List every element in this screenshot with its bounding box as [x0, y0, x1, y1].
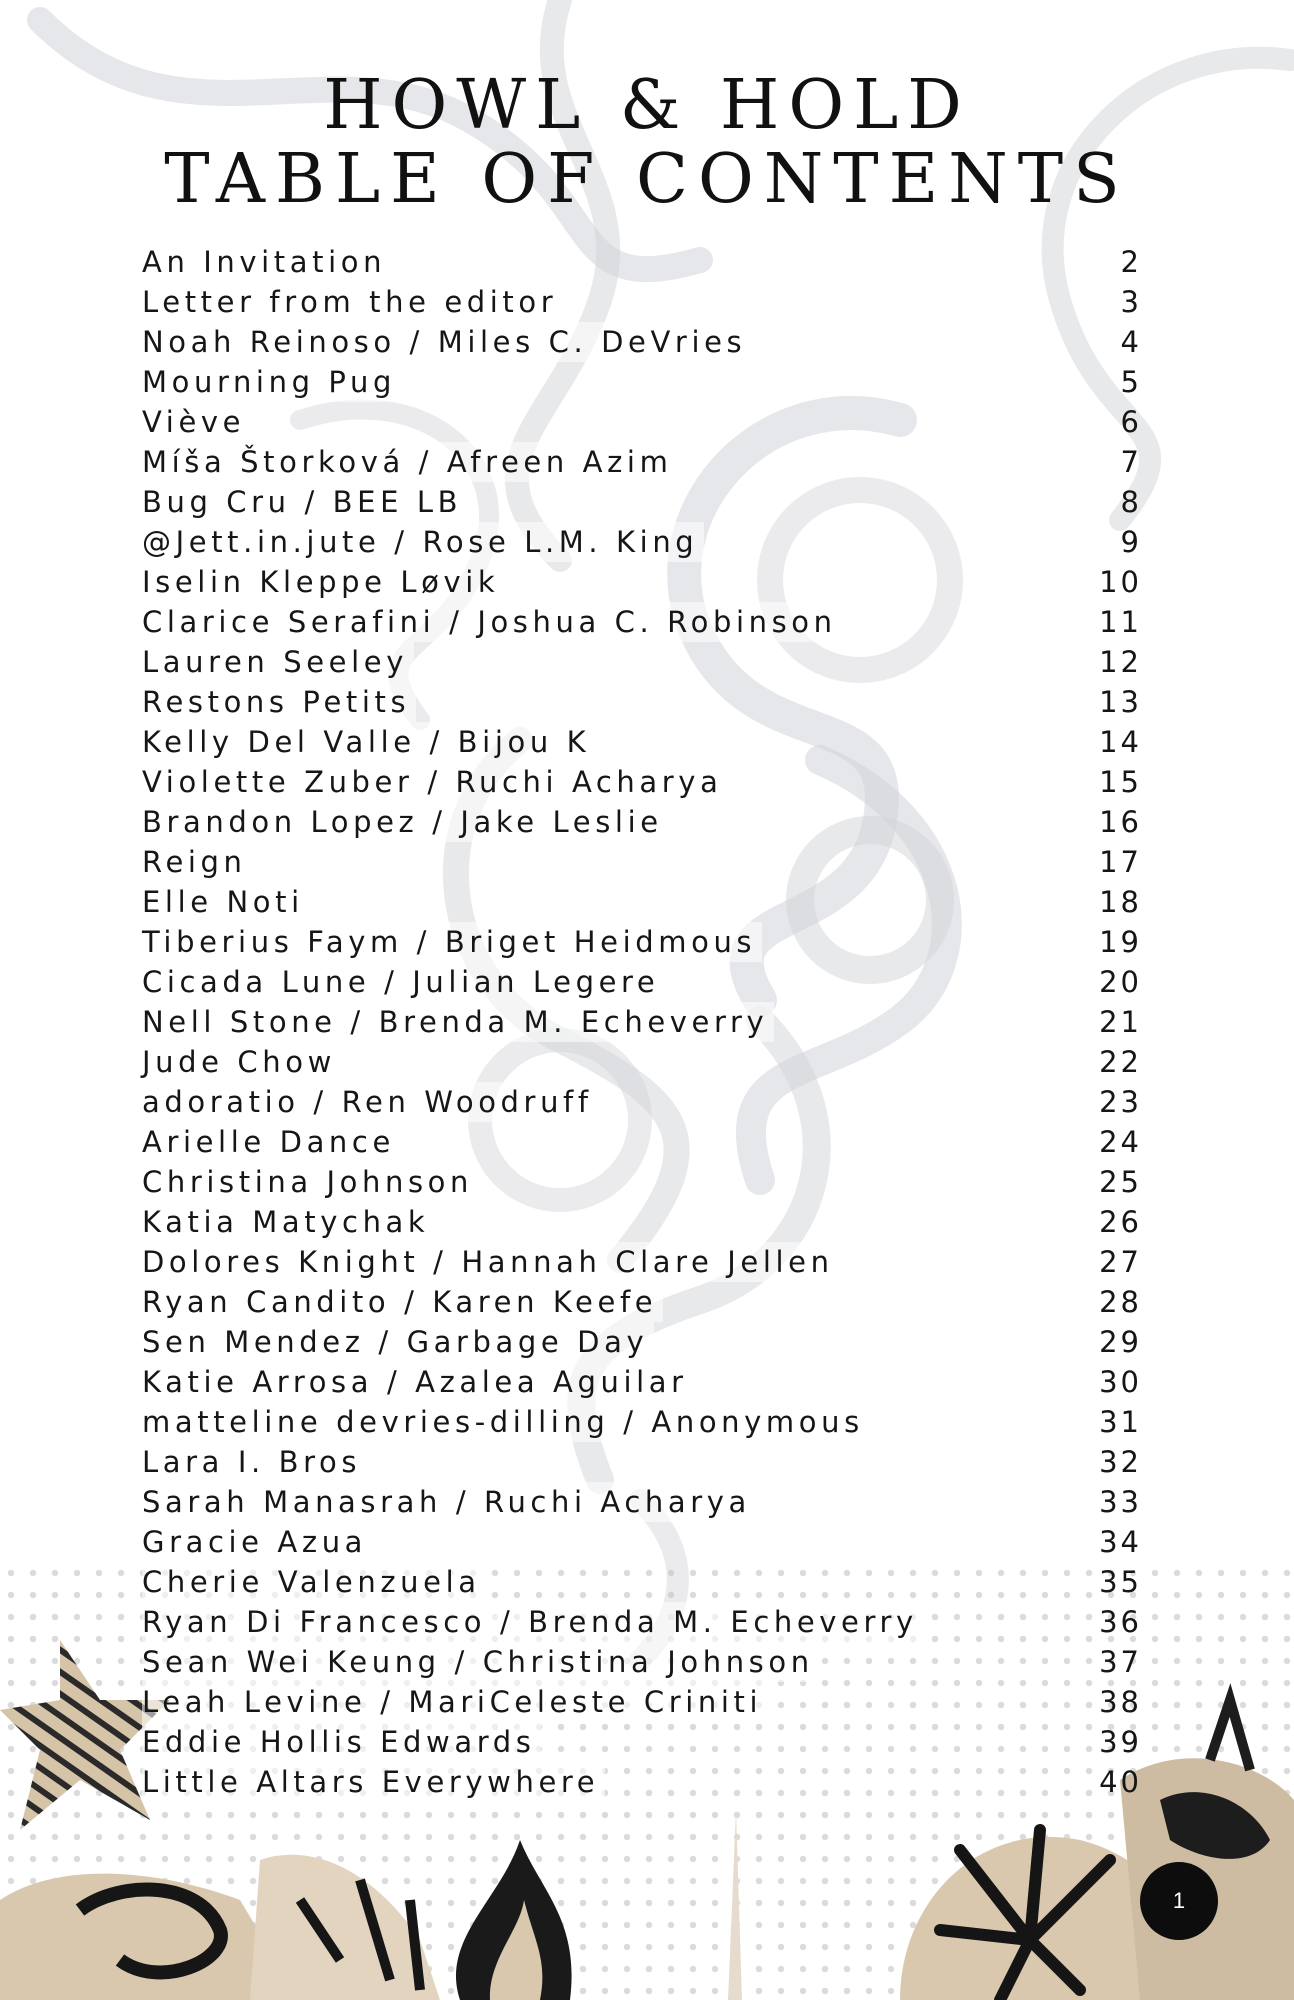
toc-entry-page: 20: [1099, 965, 1142, 999]
toc-entry[interactable]: [142, 642, 1142, 682]
toc-entry[interactable]: [142, 322, 1142, 362]
toc-entry-title: Eddie Hollis Edwards: [142, 1722, 541, 1762]
toc-entry[interactable]: [142, 1282, 1142, 1322]
toc-entry-page: 15: [1099, 765, 1142, 799]
toc-entry[interactable]: [142, 722, 1142, 762]
toc-entry[interactable]: [142, 1362, 1142, 1402]
toc-entry-title: @Jett.in.jute / Rose L.M. King: [142, 522, 704, 562]
toc-entry-title: Cherie Valenzuela: [142, 1562, 487, 1602]
toc-entry[interactable]: [142, 1242, 1142, 1282]
toc-entry-page: 34: [1099, 1525, 1142, 1559]
toc-entry-page: 26: [1099, 1205, 1142, 1239]
toc-entry[interactable]: [142, 242, 1142, 282]
toc-entry-page: 7: [1120, 445, 1142, 479]
toc-entry[interactable]: [142, 482, 1142, 522]
toc-entry-title: Clarice Serafini / Joshua C. Robinson: [142, 602, 843, 642]
toc-entry-page: 4: [1120, 325, 1142, 359]
toc-entry-title: Katie Arrosa / Azalea Aguilar: [142, 1362, 694, 1402]
toc-entry-title: matteline devries-dilling / Anonymous: [142, 1402, 870, 1442]
toc-entry-title: Gracie Azua: [142, 1522, 373, 1562]
toc-entry[interactable]: [142, 1002, 1142, 1042]
toc-entry[interactable]: [142, 1642, 1142, 1682]
toc-entry-page: 13: [1099, 685, 1142, 719]
toc-entry[interactable]: [142, 522, 1142, 562]
toc-entry[interactable]: [142, 1562, 1142, 1602]
toc-entry-page: 10: [1099, 565, 1142, 599]
toc-entry[interactable]: [142, 802, 1142, 842]
toc-entry[interactable]: [142, 1402, 1142, 1442]
toc-entry-title: Nell Stone / Brenda M. Echeverry: [142, 1002, 774, 1042]
toc-entry[interactable]: [142, 362, 1142, 402]
toc-entry-title: Kelly Del Valle / Bijou K: [142, 722, 596, 762]
toc-entry[interactable]: [142, 1162, 1142, 1202]
toc-entry-page: 2: [1120, 245, 1142, 279]
toc-entry[interactable]: [142, 1762, 1142, 1802]
toc-entry-page: 28: [1099, 1285, 1142, 1319]
toc-entry-page: 23: [1099, 1085, 1142, 1119]
toc-entry[interactable]: [142, 402, 1142, 442]
toc-entry-page: 8: [1120, 485, 1142, 519]
toc-entry-title: Reign: [142, 842, 253, 882]
toc-entry-page: 36: [1099, 1605, 1142, 1639]
toc-entry-title: Katia Matychak: [142, 1202, 435, 1242]
toc-entry-page: 33: [1099, 1485, 1142, 1519]
toc-entry-title: Bug Cru / BEE LB: [142, 482, 468, 522]
toc-entry[interactable]: [142, 842, 1142, 882]
toc-entry[interactable]: [142, 1042, 1142, 1082]
toc-entry-page: 38: [1099, 1685, 1142, 1719]
toc-entry-page: 40: [1099, 1765, 1142, 1799]
toc-entry-page: 3: [1120, 285, 1142, 319]
toc-entry-page: 5: [1120, 365, 1142, 399]
toc-entry-page: 22: [1099, 1045, 1142, 1079]
toc-entry[interactable]: [142, 1522, 1142, 1562]
toc-entry-title: Sarah Manasrah / Ruchi Acharya: [142, 1482, 757, 1522]
toc-entry-page: 39: [1099, 1725, 1142, 1759]
toc-entry[interactable]: [142, 922, 1142, 962]
toc-entry-page: 18: [1099, 885, 1142, 919]
toc-entry-title: Violette Zuber / Ruchi Acharya: [142, 762, 728, 802]
toc-entry-page: 29: [1099, 1325, 1142, 1359]
toc-entry-page: 19: [1099, 925, 1142, 959]
toc-entry-page: 30: [1099, 1365, 1142, 1399]
toc-entry-title: Arielle Dance: [142, 1122, 401, 1162]
toc-entry[interactable]: [142, 962, 1142, 1002]
toc-entry-title: Dolores Knight / Hannah Clare Jellen: [142, 1242, 840, 1282]
toc-entry-title: Iselin Kleppe Løvik: [142, 562, 505, 602]
toc-entry-title: Sen Mendez / Garbage Day: [142, 1322, 654, 1362]
toc-entry-title: Viève: [142, 402, 251, 442]
toc-entry-title: Mourning Pug: [142, 362, 402, 402]
toc-entry-title: Elle Noti: [142, 882, 310, 922]
toc-entry[interactable]: [142, 442, 1142, 482]
toc-entry-page: 6: [1120, 405, 1142, 439]
toc-entry-page: 35: [1099, 1565, 1142, 1599]
toc-entry-title: Míša Štorková / Afreen Azim: [142, 442, 678, 482]
magazine-title: HOWL & HOLD: [323, 66, 971, 145]
toc-entry-page: 27: [1099, 1245, 1142, 1279]
toc-entry-title: Ryan Di Francesco / Brenda M. Echeverry: [142, 1602, 924, 1642]
toc-entry[interactable]: [142, 1202, 1142, 1242]
toc-entry-title: Noah Reinoso / Miles C. DeVries: [142, 322, 752, 362]
toc-entry-page: 16: [1099, 805, 1142, 839]
toc-entry[interactable]: [142, 1442, 1142, 1482]
toc-entry[interactable]: [142, 1322, 1142, 1362]
toc-entry-page: 25: [1099, 1165, 1142, 1199]
toc-entry[interactable]: [142, 602, 1142, 642]
page-heading: TABLE OF CONTENTS: [164, 140, 1130, 219]
toc-entry-title: Christina Johnson: [142, 1162, 479, 1202]
toc-entry[interactable]: [142, 1122, 1142, 1162]
toc-entry-title: Letter from the editor: [142, 282, 563, 322]
toc-entry-page: 32: [1099, 1445, 1142, 1479]
toc-entry-page: 17: [1099, 845, 1142, 879]
toc-entry-title: Sean Wei Keung / Christina Johnson: [142, 1642, 820, 1682]
toc-entry-title: Restons Petits: [142, 682, 416, 722]
toc-entry-title: Little Altars Everywhere: [142, 1762, 605, 1802]
toc-entry[interactable]: [142, 1482, 1142, 1522]
toc-entry-title: An Invitation: [142, 242, 392, 282]
toc-entry-page: 9: [1120, 525, 1142, 559]
toc-entry-title: Lara I. Bros: [142, 1442, 367, 1482]
toc-entry-title: Cicada Lune / Julian Legere: [142, 962, 665, 1002]
page-number-badge: 1: [1140, 1862, 1218, 1940]
toc-entry-page: 14: [1099, 725, 1142, 759]
toc-entry[interactable]: [142, 882, 1142, 922]
table-of-contents: [142, 242, 1142, 1802]
toc-entry[interactable]: [142, 762, 1142, 802]
toc-entry-title: Lauren Seeley: [142, 642, 414, 682]
toc-entry[interactable]: [142, 1082, 1142, 1122]
toc-entry-title: Tiberius Faym / Briget Heidmous: [142, 922, 762, 962]
toc-entry[interactable]: [142, 682, 1142, 722]
toc-entry[interactable]: [142, 1602, 1142, 1642]
toc-entry-page: 24: [1099, 1125, 1142, 1159]
toc-entry[interactable]: [142, 1722, 1142, 1762]
toc-entry-title: Jude Chow: [142, 1042, 342, 1082]
toc-entry-page: 21: [1099, 1005, 1142, 1039]
toc-entry-title: adoratio / Ren Woodruff: [142, 1082, 599, 1122]
toc-entry-page: 37: [1099, 1645, 1142, 1679]
toc-entry-title: Ryan Candito / Karen Keefe: [142, 1282, 663, 1322]
toc-entry-page: 11: [1099, 605, 1142, 639]
toc-entry-page: 12: [1099, 645, 1142, 679]
toc-entry-page: 31: [1099, 1405, 1142, 1439]
toc-entry[interactable]: [142, 282, 1142, 322]
toc-entry[interactable]: [142, 1682, 1142, 1722]
toc-entry-title: Leah Levine / MariCeleste Criniti: [142, 1682, 768, 1722]
toc-entry[interactable]: [142, 562, 1142, 602]
toc-entry-title: Brandon Lopez / Jake Leslie: [142, 802, 669, 842]
